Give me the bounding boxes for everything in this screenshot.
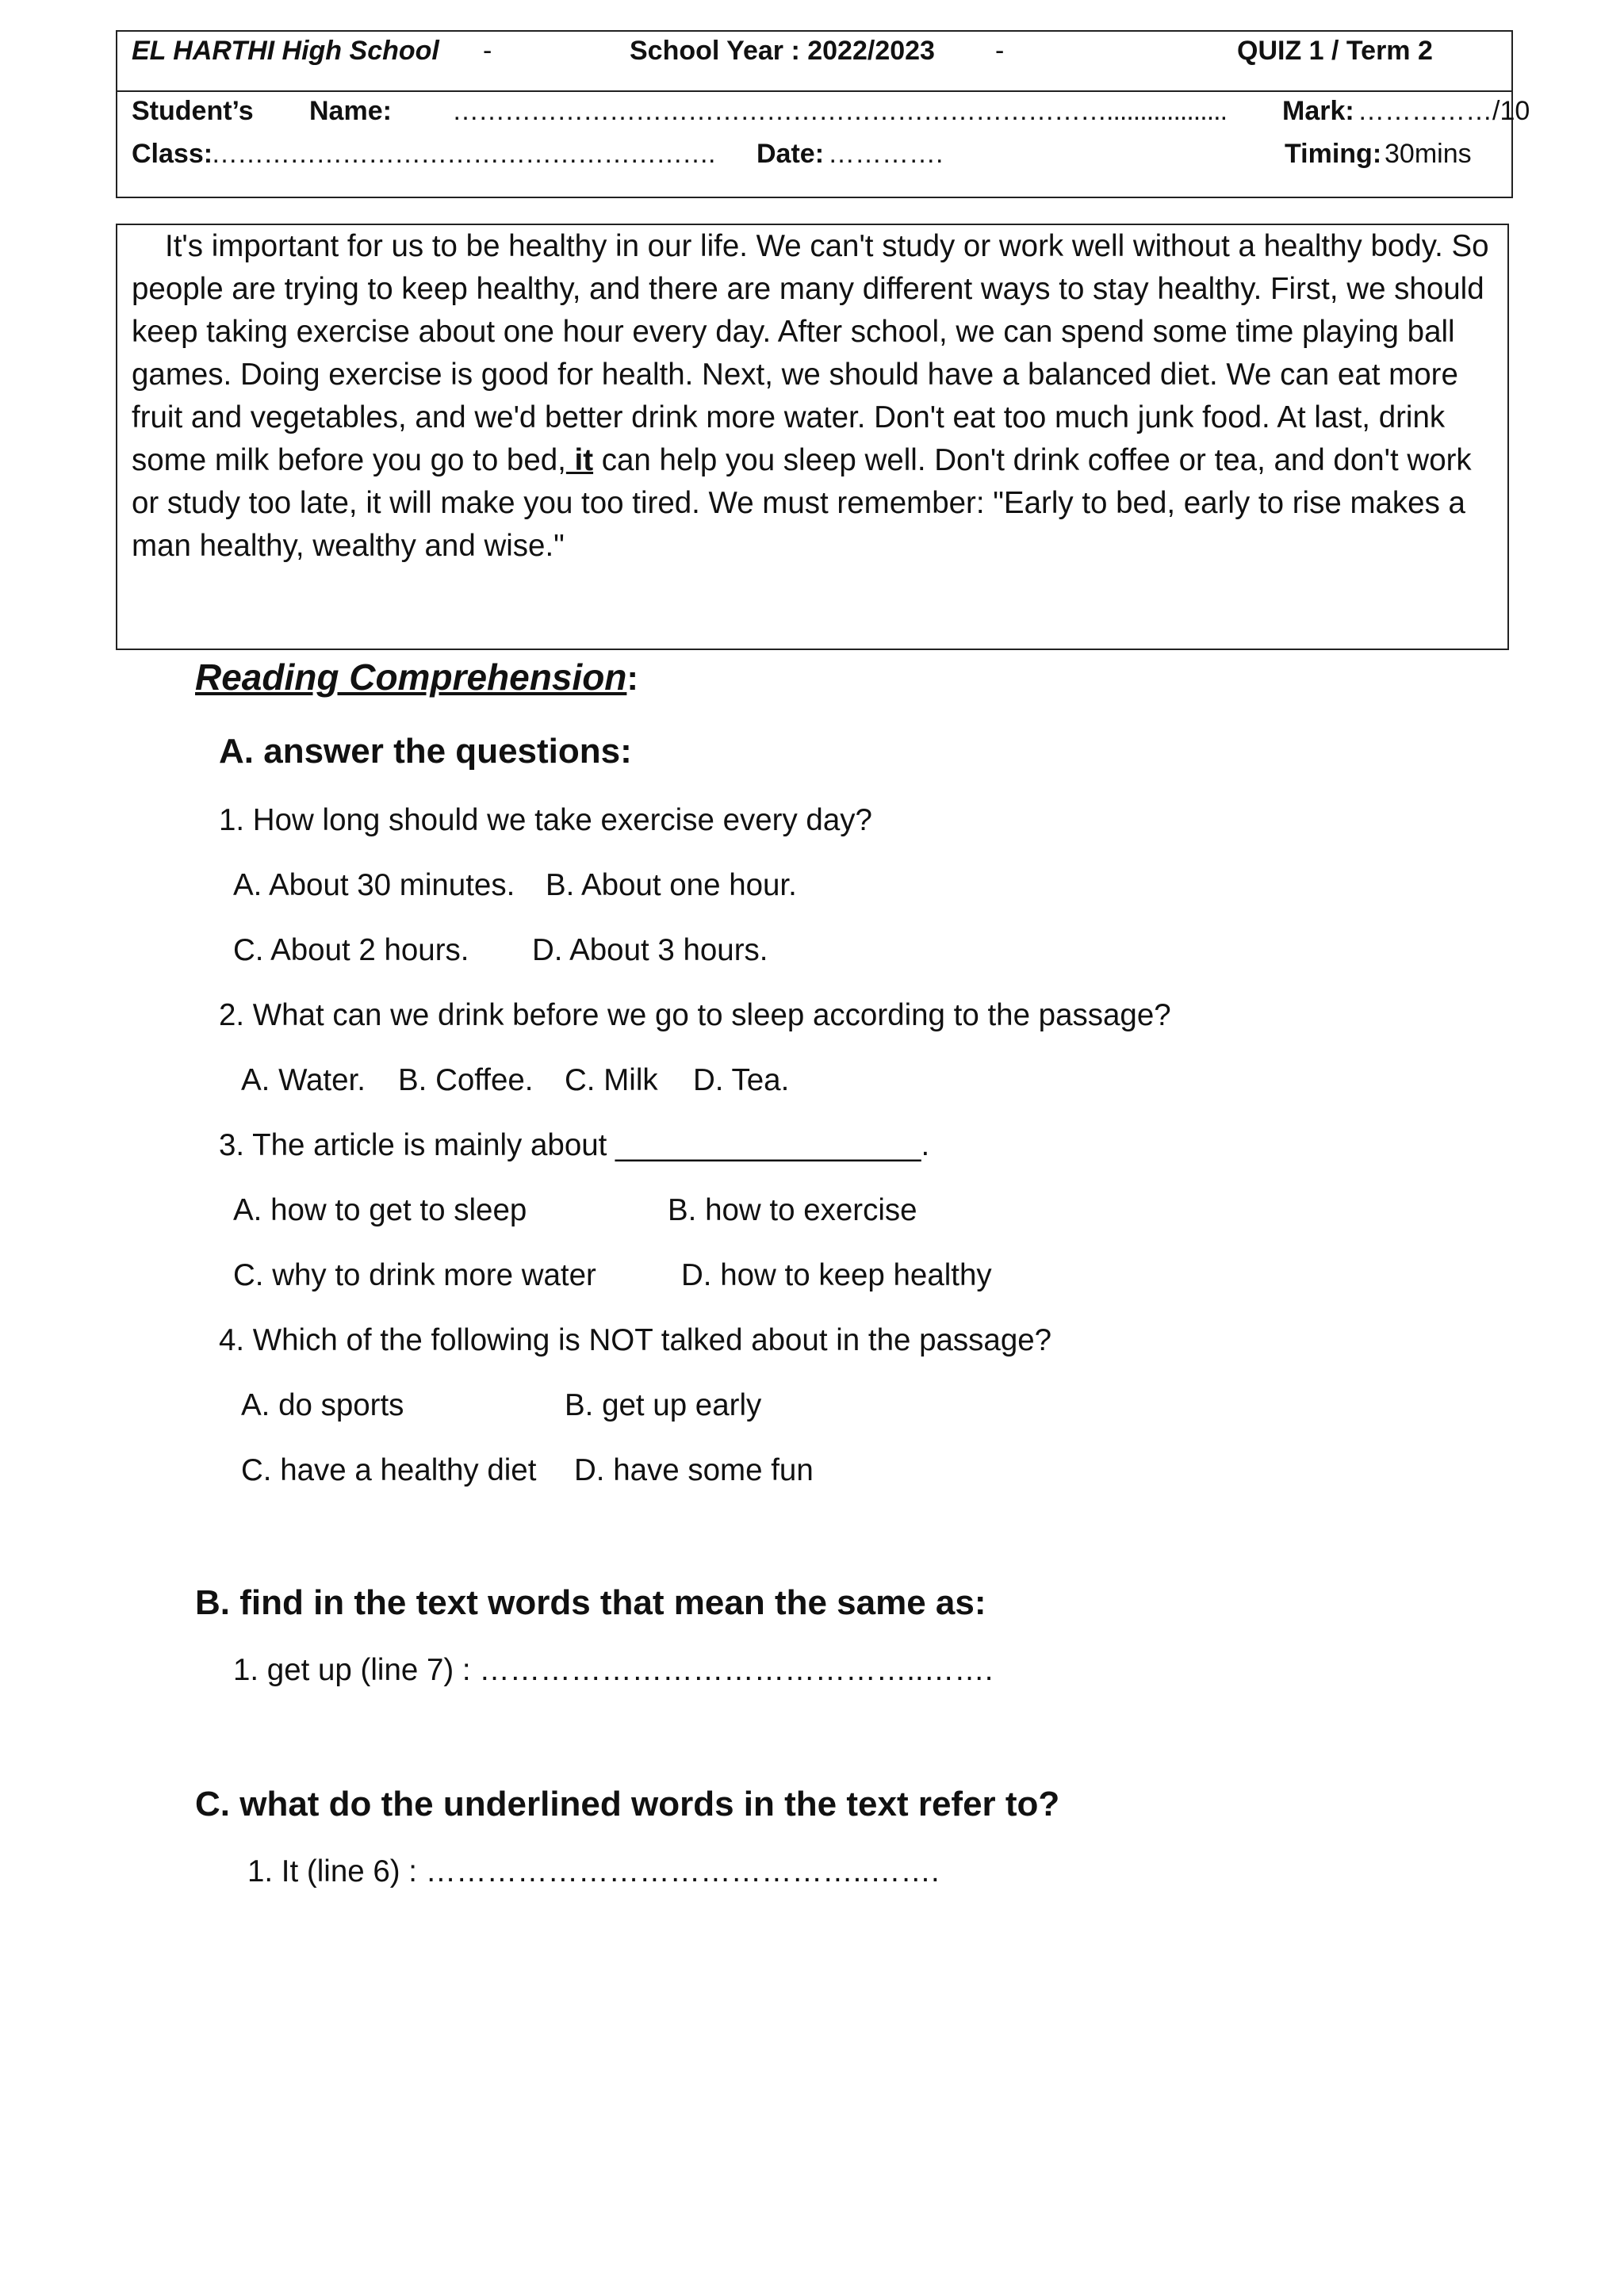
q4-option-a[interactable]: A. do sports — [241, 1388, 404, 1422]
q3-option-d[interactable]: D. how to keep healthy — [681, 1258, 992, 1292]
class-field[interactable]: …………………………………………………. — [211, 139, 715, 169]
q2-option-b[interactable]: B. Coffee. — [398, 1063, 534, 1097]
underlined-it: it — [565, 443, 594, 477]
question-3: 3. The article is mainly about __________________. — [219, 1128, 930, 1162]
mark-field[interactable]: ……………/10 — [1358, 96, 1530, 126]
q1-option-c[interactable]: C. About 2 hours. — [233, 933, 469, 967]
date-label: Date: — [756, 139, 825, 169]
date-field[interactable]: …………. — [828, 139, 944, 169]
class-label: Class: — [132, 139, 213, 169]
name-field[interactable]: ………………………………………………………………….................. — [452, 96, 1228, 126]
q3-option-a[interactable]: A. how to get to sleep — [233, 1193, 527, 1227]
section-a-heading: A. answer the questions: — [219, 732, 632, 771]
question-1: 1. How long should we take exercise every day? — [219, 803, 872, 837]
q4-option-d[interactable]: D. have some fun — [574, 1453, 814, 1487]
reading-title-colon: : — [626, 659, 639, 698]
passage-part-2: can help you sleep well. Don't drink coffee or tea, and don't work or study too late, it will make you too tired. We must remember: "Early to bed, early to rise makes a man healthy, wealthy and wise." — [132, 443, 1472, 563]
q3-option-b[interactable]: B. how to exercise — [668, 1193, 917, 1227]
school-name: EL HARTHI High School — [132, 36, 439, 66]
section-b-item-1[interactable]: 1. get up (line 7) : ……………………………………..……. — [233, 1653, 994, 1687]
header-dash-1: - — [483, 36, 492, 66]
passage-part-1: It's important for us to be healthy in our life. We can't study or work well without a healthy body. So people are trying to keep healthy, and there are many different ways to stay healthy. First, we should keep taking exercise about one hour every day. After school, we can spend some time playing ball games. Doing exercise is good for health. Next, we should have a balanced diet. We can eat more fruit and vegetables, and we'd better drink more water. Don't eat too much junk food. At last, drink some milk before you go to bed, — [132, 229, 1489, 477]
q3-option-c[interactable]: C. why to drink more water — [233, 1258, 596, 1292]
passage-box — [116, 224, 1509, 650]
reading-title-text: Reading Comprehension — [195, 656, 627, 698]
q2-option-c[interactable]: C. Milk — [565, 1063, 658, 1097]
q4-option-b[interactable]: B. get up early — [565, 1388, 762, 1422]
mark-label: Mark: — [1282, 96, 1354, 126]
section-c-item-1[interactable]: 1. It (line 6) : ……………………………………..……. — [247, 1854, 940, 1888]
timing-value: 30mins — [1385, 139, 1472, 169]
q2-option-a[interactable]: A. Water. — [241, 1063, 366, 1097]
section-c-heading: C. what do the underlined words in the text refer to? — [195, 1785, 1060, 1823]
header-dash-2: - — [995, 36, 1005, 66]
q1-option-a[interactable]: A. About 30 minutes. — [233, 868, 515, 902]
passage-text — [132, 225, 1503, 568]
school-year: School Year : 2022/2023 — [630, 36, 935, 66]
reading-title — [195, 655, 638, 703]
q1-option-d[interactable]: D. About 3 hours. — [532, 933, 768, 967]
student-label: Student’s — [132, 96, 254, 126]
name-label: Name: — [309, 96, 392, 126]
question-2: 2. What can we drink before we go to sleep according to the passage? — [219, 998, 1171, 1032]
q2-option-d[interactable]: D. Tea. — [693, 1063, 790, 1097]
quiz-title: QUIZ 1 / Term 2 — [1237, 36, 1433, 66]
question-4: 4. Which of the following is NOT talked about in the passage? — [219, 1323, 1052, 1357]
q4-option-c[interactable]: C. have a healthy diet — [241, 1453, 537, 1487]
q1-option-b[interactable]: B. About one hour. — [546, 868, 797, 902]
timing-label: Timing: — [1285, 139, 1382, 169]
header-divider — [117, 90, 1511, 92]
section-b-heading: B. find in the text words that mean the same as: — [195, 1583, 986, 1622]
